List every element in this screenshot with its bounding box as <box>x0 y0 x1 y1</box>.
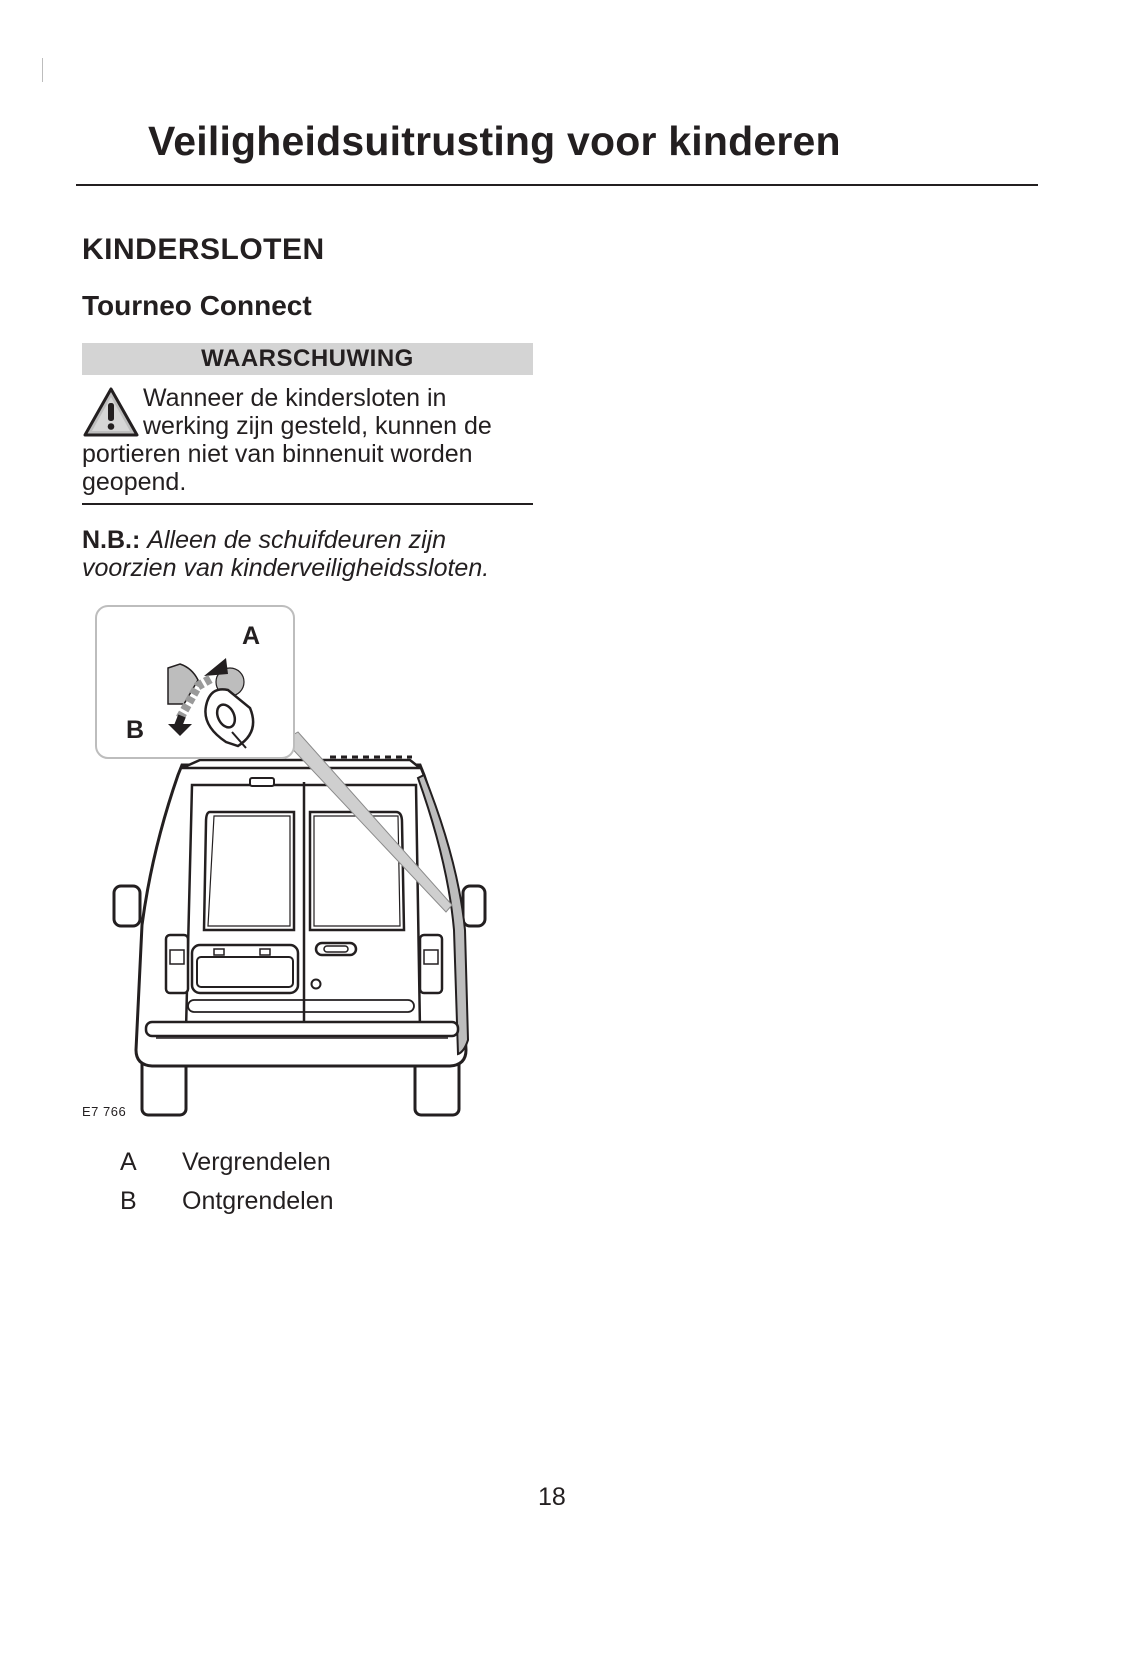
legend-label-b: Ontgrendelen <box>182 1187 334 1215</box>
legend-label-a: Vergrendelen <box>182 1148 331 1176</box>
title-rule <box>76 184 1038 186</box>
warning-rule <box>82 503 533 505</box>
page-title: Veiligheidsuitrusting voor kinderen <box>148 118 841 164</box>
warning-line-1: Wanneer de kindersloten in <box>143 384 447 412</box>
legend-key-b: B <box>120 1187 137 1215</box>
figure-label-b: B <box>126 716 145 744</box>
warning-line-4: geopend. <box>82 468 187 496</box>
note-label: N.B.: <box>82 526 141 554</box>
warning-text <box>82 384 533 496</box>
figure-label-a: A <box>242 622 261 650</box>
figure-legend <box>120 1148 520 1226</box>
page-number: 18 <box>538 1483 566 1511</box>
sub-title: Tourneo Connect <box>82 290 312 321</box>
section-title: KINDERSLOTEN <box>82 233 325 266</box>
margin-mark <box>42 58 43 82</box>
child-lock-figure <box>80 600 500 1120</box>
van-rear-illustration <box>80 600 500 1120</box>
legend-row-a <box>120 1148 520 1187</box>
warning-triangle-icon <box>82 386 140 438</box>
note-line-1: Alleen de schuifdeuren zijn <box>147 526 447 554</box>
legend-row-b <box>120 1187 520 1226</box>
legend-key-a: A <box>120 1148 137 1176</box>
warning-heading: WAARSCHUWING <box>82 343 533 375</box>
warning-line-2: werking zijn gesteld, kunnen de <box>143 412 492 440</box>
note-line-2: voorzien van kinderveiligheidssloten. <box>82 554 490 582</box>
figure-code: E7 766 <box>82 1104 127 1119</box>
note <box>82 526 542 582</box>
warning-line-3: portieren niet van binnenuit worden <box>82 440 473 468</box>
